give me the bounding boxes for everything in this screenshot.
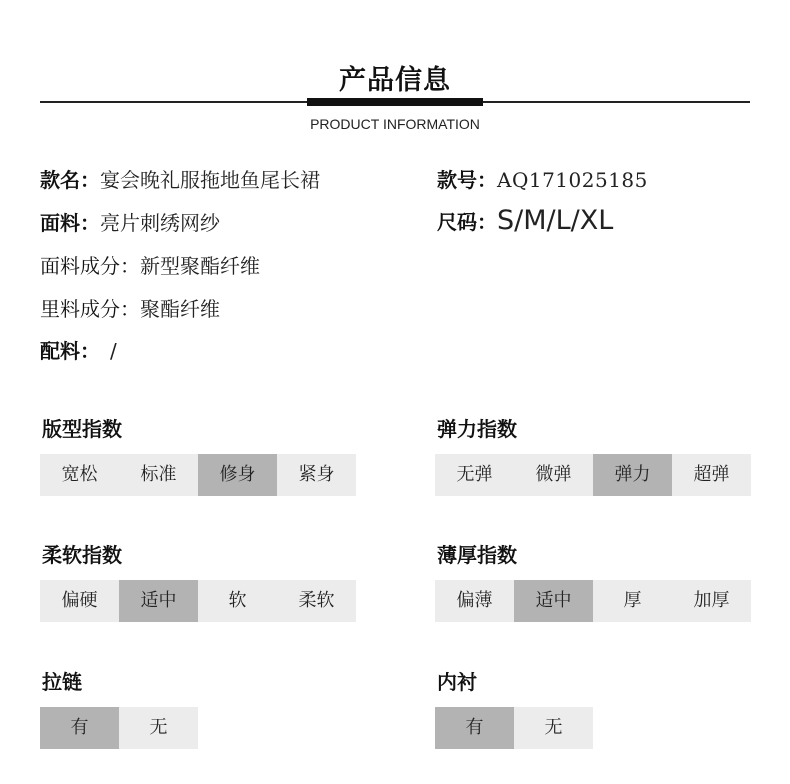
thickness-index-scale (435, 580, 751, 622)
softness-index-option-2[interactable]: 适中 (119, 580, 198, 622)
thickness-index-title: 薄厚指数 (437, 543, 517, 567)
thickness-index-option-3[interactable]: 厚 (623, 590, 642, 611)
page-subtitle: PRODUCT INFORMATION (310, 116, 480, 132)
fabric-row (40, 208, 220, 238)
lining-option-2[interactable]: 无 (544, 717, 563, 738)
softness-index-scale (40, 580, 356, 622)
lining-composition-label: 里料成分： (40, 297, 140, 321)
fit-index-option-3[interactable]: 修身 (198, 454, 277, 496)
zipper-option-1[interactable]: 有 (40, 707, 119, 749)
fabric-composition-row (40, 251, 260, 281)
lining-composition-row (40, 294, 220, 324)
fit-index-option-2[interactable]: 标准 (140, 464, 177, 485)
style-name-row (40, 165, 320, 195)
style-name-value: 宴会晚礼服拖地鱼尾长裙 (100, 168, 320, 192)
lining-option-1[interactable]: 有 (435, 707, 514, 749)
size-value: S/M/L/XL (497, 205, 614, 236)
softness-index-option-4[interactable]: 柔软 (298, 590, 335, 611)
lining-composition-value: 聚酯纤维 (140, 297, 220, 321)
softness-index-title: 柔软指数 (42, 543, 122, 567)
style-no-row (437, 165, 648, 195)
fit-index-option-1[interactable]: 宽松 (61, 464, 98, 485)
fit-index-title: 版型指数 (42, 417, 122, 441)
fabric-value: 亮片刺绣网纱 (100, 211, 220, 235)
softness-index-option-1[interactable]: 偏硬 (61, 590, 98, 611)
elasticity-index-option-4[interactable]: 超弹 (693, 464, 730, 485)
fit-index-scale (40, 454, 356, 496)
page-title: 产品信息 (339, 65, 451, 96)
size-label: 尺码： (437, 210, 497, 234)
accessory-value: / (110, 339, 117, 363)
style-no-value: AQ171025185 (497, 168, 648, 192)
style-name-label: 款名： (40, 168, 100, 192)
thickness-index-option-4[interactable]: 加厚 (693, 590, 730, 611)
style-no-label: 款号： (437, 168, 497, 192)
fabric-label: 面料： (40, 211, 100, 235)
elasticity-index-option-3[interactable]: 弹力 (593, 454, 672, 496)
fabric-composition-value: 新型聚酯纤维 (140, 254, 260, 278)
softness-index-option-3[interactable]: 软 (228, 590, 247, 611)
fabric-composition-label: 面料成分： (40, 254, 140, 278)
accessory-row (40, 336, 117, 366)
elasticity-index-title: 弹力指数 (437, 417, 517, 441)
zipper-scale (40, 707, 198, 749)
thickness-index-option-2[interactable]: 适中 (514, 580, 593, 622)
lining-title: 内衬 (437, 670, 477, 694)
lining-scale (435, 707, 593, 749)
zipper-title: 拉链 (42, 670, 82, 694)
elasticity-index-option-2[interactable]: 微弹 (535, 464, 572, 485)
thickness-index-option-1[interactable]: 偏薄 (456, 590, 493, 611)
elasticity-index-scale (435, 454, 751, 496)
zipper-option-2[interactable]: 无 (149, 717, 168, 738)
fit-index-option-4[interactable]: 紧身 (298, 464, 335, 485)
accessory-label: 配料： (40, 339, 100, 363)
title-underline-accent (307, 98, 483, 106)
size-row (437, 206, 613, 236)
elasticity-index-option-1[interactable]: 无弹 (456, 464, 493, 485)
